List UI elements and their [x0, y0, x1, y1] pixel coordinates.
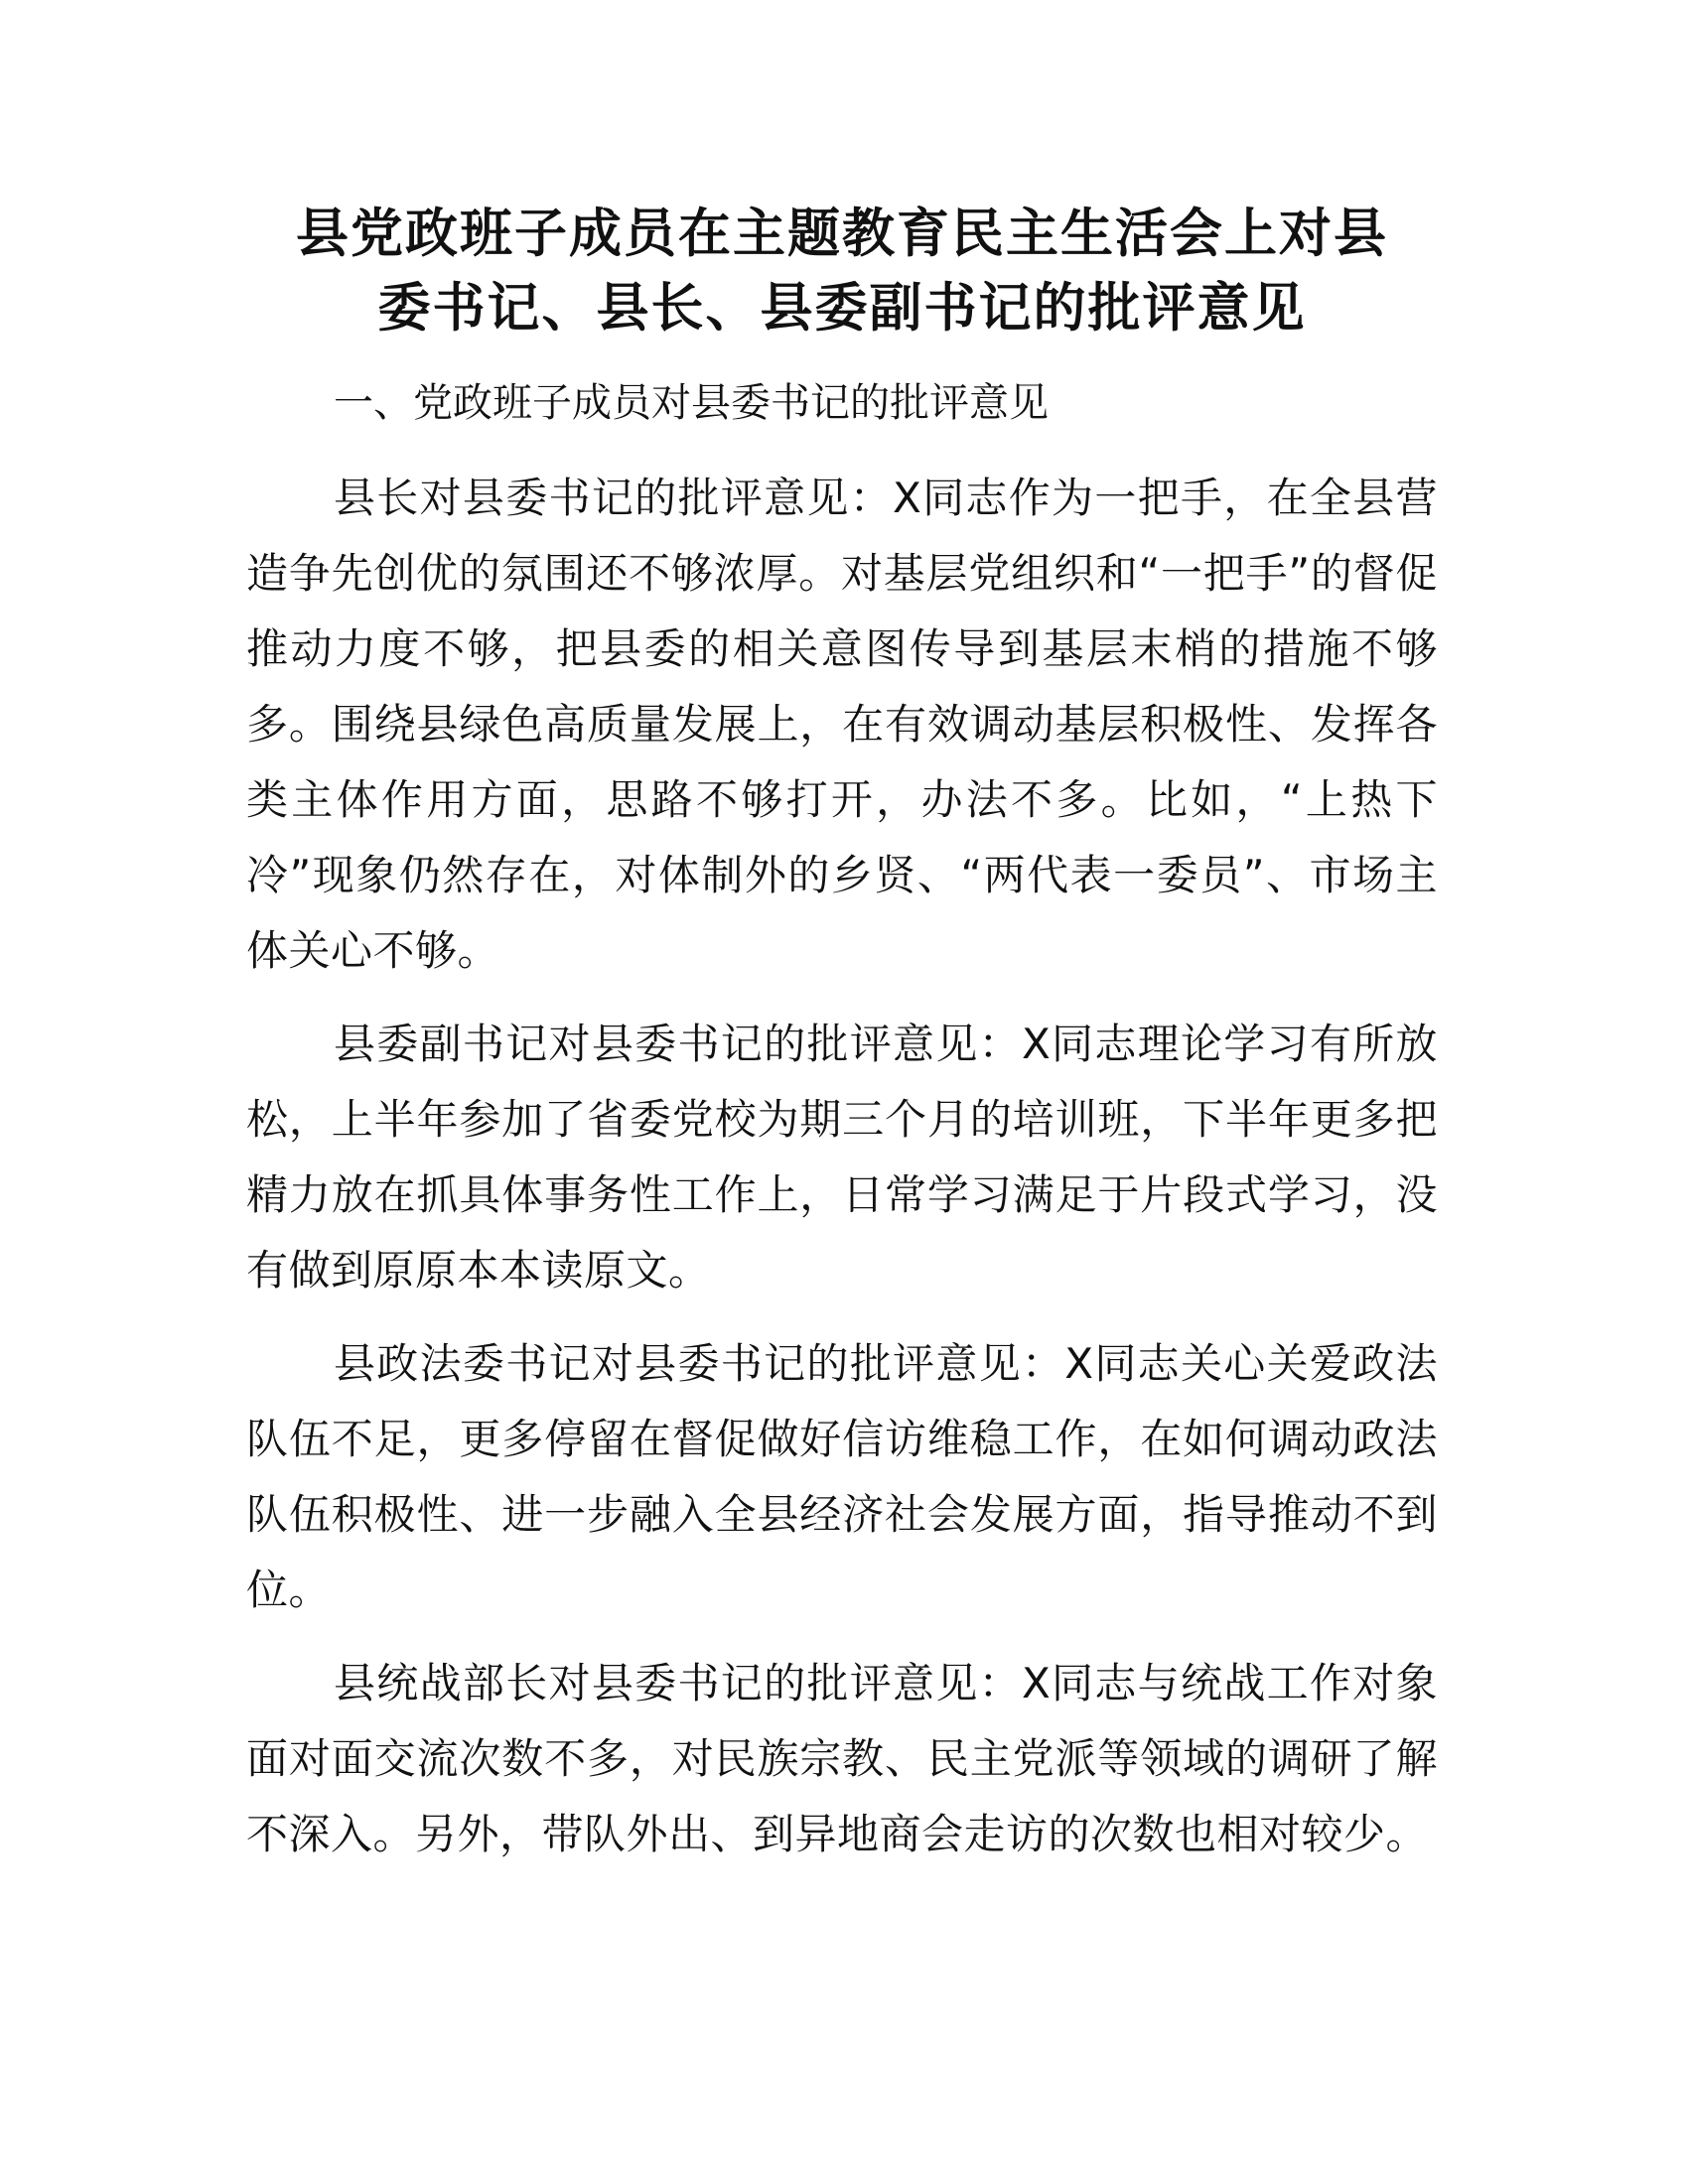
document-body — [246, 197, 1438, 1872]
paragraph-political-legal-secretary-critique: 县政法委书记对县委书记的批评意见：X同志关心关爱政法队伍不足，更多停留在督促做好信访维稳工作，在如何调动政法队伍积极性、进一步融入全县经济社会发展方面，指导推动不到位。 — [246, 1339, 1438, 1614]
paragraph-united-front-minister-critique: 县统战部长对县委书记的批评意见：X同志与统战工作对象面对面交流次数不多，对民族宗教、民主党派等领域的调研了解不深入。另外，带队外出、到异地商会走访的次数也相对较少。 — [246, 1659, 1438, 1858]
document-title-line-1: 县党政班子成员在主题教育民主生活会上对县 — [296, 204, 1388, 264]
document-title-line-2: 委书记、县长、县委副书记的批评意见 — [377, 278, 1307, 339]
document-title — [246, 197, 1438, 345]
paragraph-deputy-secretary-critique: 县委副书记对县委书记的批评意见：X同志理论学习有所放松，上半年参加了省委党校为期三个月的培训班，下半年更多把精力放在抓具体事务性工作上，日常学习满足于片段式学习，没有做到原原本本读原文。 — [246, 1020, 1438, 1295]
section-heading: 一、党政班子成员对县委书记的批评意见 — [334, 380, 1049, 426]
paragraph-county-head-critique: 县长对县委书记的批评意见：X同志作为一把手，在全县营造争先创优的氛围还不够浓厚。对基层党组织和“一把手”的督促推动力度不够，把县委的相关意图传导到基层末梢的措施不够多。围绕县绿色高质量发展上，在有效调动基层积极性、发挥各类主体作用方面，思路不够打开，办法不多。比如，“上热下冷”现象仍然存在，对体制外的乡贤、“两代表一委员”、市场主体关心不够。 — [246, 474, 1438, 975]
